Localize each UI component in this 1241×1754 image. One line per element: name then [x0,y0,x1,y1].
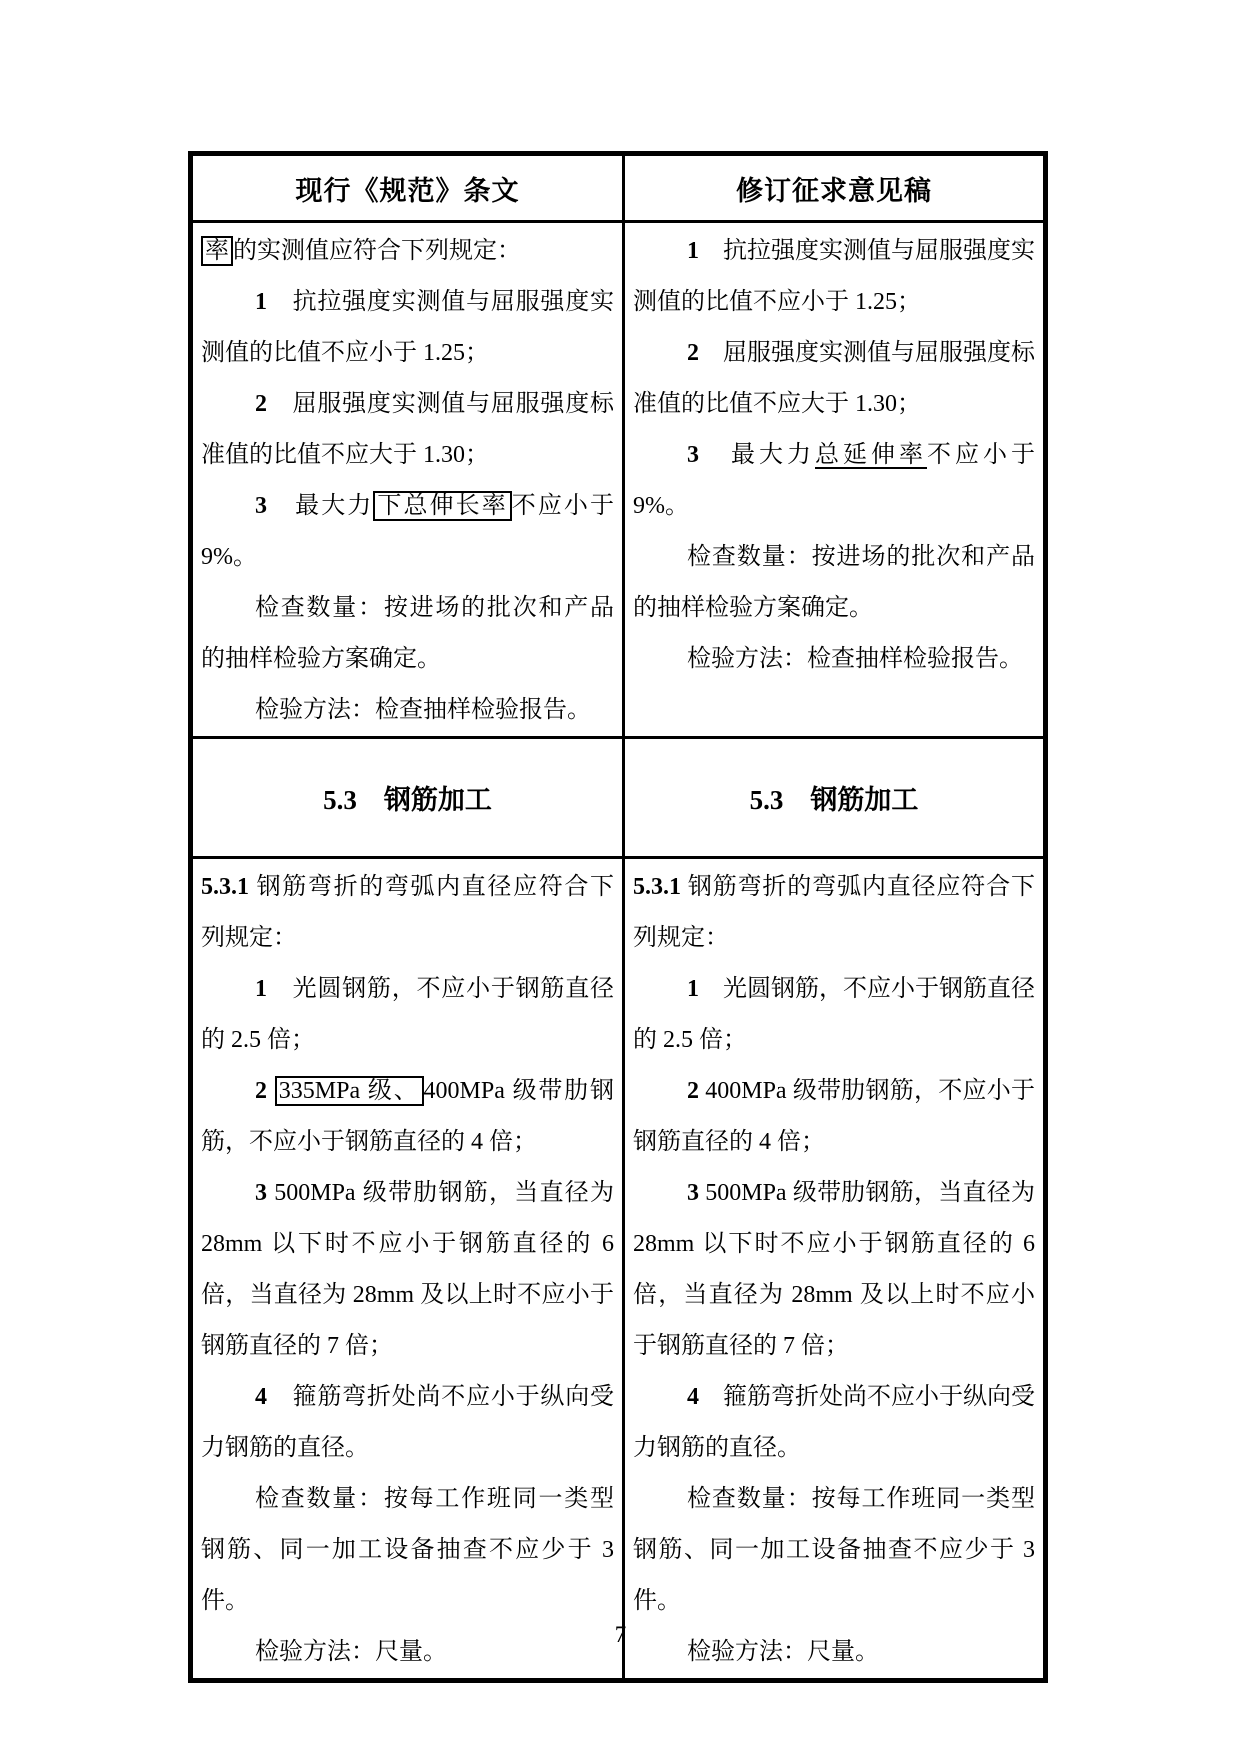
text-run: 光圆钢筋，不应小于钢筋直径的 2.5 倍； [633,976,1035,1053]
boxed-deletion-text: 下总伸长率 [373,491,511,521]
text-run: 检查数量：按每工作班同一类型钢筋、同一加工设备抽查不应少于 3 件。 [633,1486,1035,1614]
text-run: 1 [687,238,699,264]
paragraph [633,532,1035,634]
text-run: 5.3.1 [201,874,249,900]
paragraph [201,226,614,277]
boxed-deletion-text: 335MPa 级、 [275,1076,424,1106]
text-run: 屈服强度实测值与屈服强度标准值的比值不应大于 1.30； [633,340,1035,417]
text-run [267,1078,275,1104]
text-run: 500MPa 级带肋钢筋，当直径为 28mm 以下时不应小于钢筋直径的 6 倍，当直径为 28mm 及以上时不应小于钢筋直径的 7 倍； [633,1180,1035,1359]
paragraph [633,430,1035,532]
text-run: 最大力 [699,442,815,468]
paragraph [633,862,1035,964]
paragraph [201,964,614,1066]
clause-5-3-1-row [191,858,1046,1681]
clause-5-2-continuation-row [191,222,1046,738]
paragraph [626,778,1042,817]
paragraph [201,277,614,379]
text-run: 的实测值应符合下列规定： [233,238,521,264]
paragraph [201,685,614,736]
text-run: 1 [255,289,267,315]
paragraph [633,1168,1035,1372]
text-run: 4 [687,1384,699,1410]
text-run: 不应小于 9%。 [633,442,1035,519]
text-run: 400MPa 级带肋钢筋，不应小于钢筋直径的 4 倍； [201,1078,615,1155]
text-run: 钢筋弯折的弯弧内直径应符合下列规定： [633,874,1035,951]
paragraph [633,328,1035,430]
clause-5-2-continuation-cell-right [624,222,1046,738]
paragraph [201,583,614,685]
table-header-row [191,154,1046,222]
underlined-insertion-text: 总延伸率 [815,442,927,468]
text-run: 3 [687,442,699,468]
paragraph [633,964,1035,1066]
text-run: 检查数量：按每工作班同一类型钢筋、同一加工设备抽查不应少于 3 件。 [201,1486,614,1614]
text-run: 屈服强度实测值与屈服强度标准值的比值不应大于 1.30； [201,391,614,468]
text-run: 2 [687,1078,699,1104]
text-run: 检查数量：按进场的批次和产品的抽样检验方案确定。 [201,595,614,672]
text-run: 5.3 钢筋加工 [749,785,919,815]
text-run: 最大力 [267,493,374,519]
text-run: 1 [687,976,699,1002]
paragraph [201,379,614,481]
text-run: 检查数量：按进场的批次和产品的抽样检验方案确定。 [633,544,1035,621]
text-run: 1 [255,976,267,1002]
text-run: 钢筋弯折的弯弧内直径应符合下列规定： [201,874,614,951]
text-run: 500MPa 级带肋钢筋，当直径为 28mm 以下时不应小于钢筋直径的 6 倍，当直径为 28mm 及以上时不应小于钢筋直径的 7 倍； [201,1180,614,1359]
text-run: 抗拉强度实测值与屈服强度实测值的比值不应小于 1.25； [633,238,1035,315]
section-5-3-header-cell-right [624,738,1046,858]
boxed-deletion-text: 率 [201,236,233,266]
text-run: 箍筋弯折处尚不应小于纵向受力钢筋的直径。 [633,1384,1035,1461]
paragraph [201,481,614,583]
text-run: 2 [255,391,267,417]
text-run: 5.3.1 [633,874,681,900]
text-run: 光圆钢筋，不应小于钢筋直径的 2.5 倍； [201,976,614,1053]
text-run: 抗拉强度实测值与屈服强度实测值的比值不应小于 1.25； [201,289,614,366]
paragraph [201,862,614,964]
text-run: 检验方法：检查抽样检验报告。 [255,697,591,723]
header-current-code: 现行《规范》条文 [191,154,624,222]
paragraph [201,1168,614,1372]
clause-5-3-1-cell-right [624,858,1046,1681]
paragraph [201,1372,614,1474]
text-run: 检验方法：检查抽样检验报告。 [687,646,1023,672]
header-revision-draft: 修订征求意见稿 [624,154,1046,222]
text-run: 3 [255,1180,267,1206]
section-5-3-header-cell-left [191,738,624,858]
clause-5-2-continuation-cell-left [191,222,624,738]
comparison-table [188,151,1048,1683]
paragraph [194,778,621,817]
text-run: 4 [255,1384,267,1410]
section-5-3-header-row [191,738,1046,858]
text-run: 箍筋弯折处尚不应小于纵向受力钢筋的直径。 [201,1384,614,1461]
text-run: 不应小于 9%。 [201,493,615,570]
paragraph [633,634,1035,685]
text-run: 5.3 钢筋加工 [323,785,492,815]
text-run: 检验方法：尺量。 [687,1639,879,1665]
paragraph [201,1474,614,1627]
text-run: 400MPa 级带肋钢筋，不应小于钢筋直径的 4 倍； [633,1078,1035,1155]
paragraph [633,1066,1035,1168]
text-run: 3 [687,1180,699,1206]
text-run: 2 [687,340,699,366]
clause-5-3-1-cell-left [191,858,624,1681]
paragraph [633,1474,1035,1627]
paragraph [633,1372,1035,1474]
paragraph [201,1066,614,1168]
page-number: 7 [614,1622,627,1647]
text-run: 检验方法：尺量。 [255,1639,447,1665]
text-run: 2 [255,1078,267,1104]
text-run: 3 [255,493,267,519]
paragraph [633,226,1035,328]
